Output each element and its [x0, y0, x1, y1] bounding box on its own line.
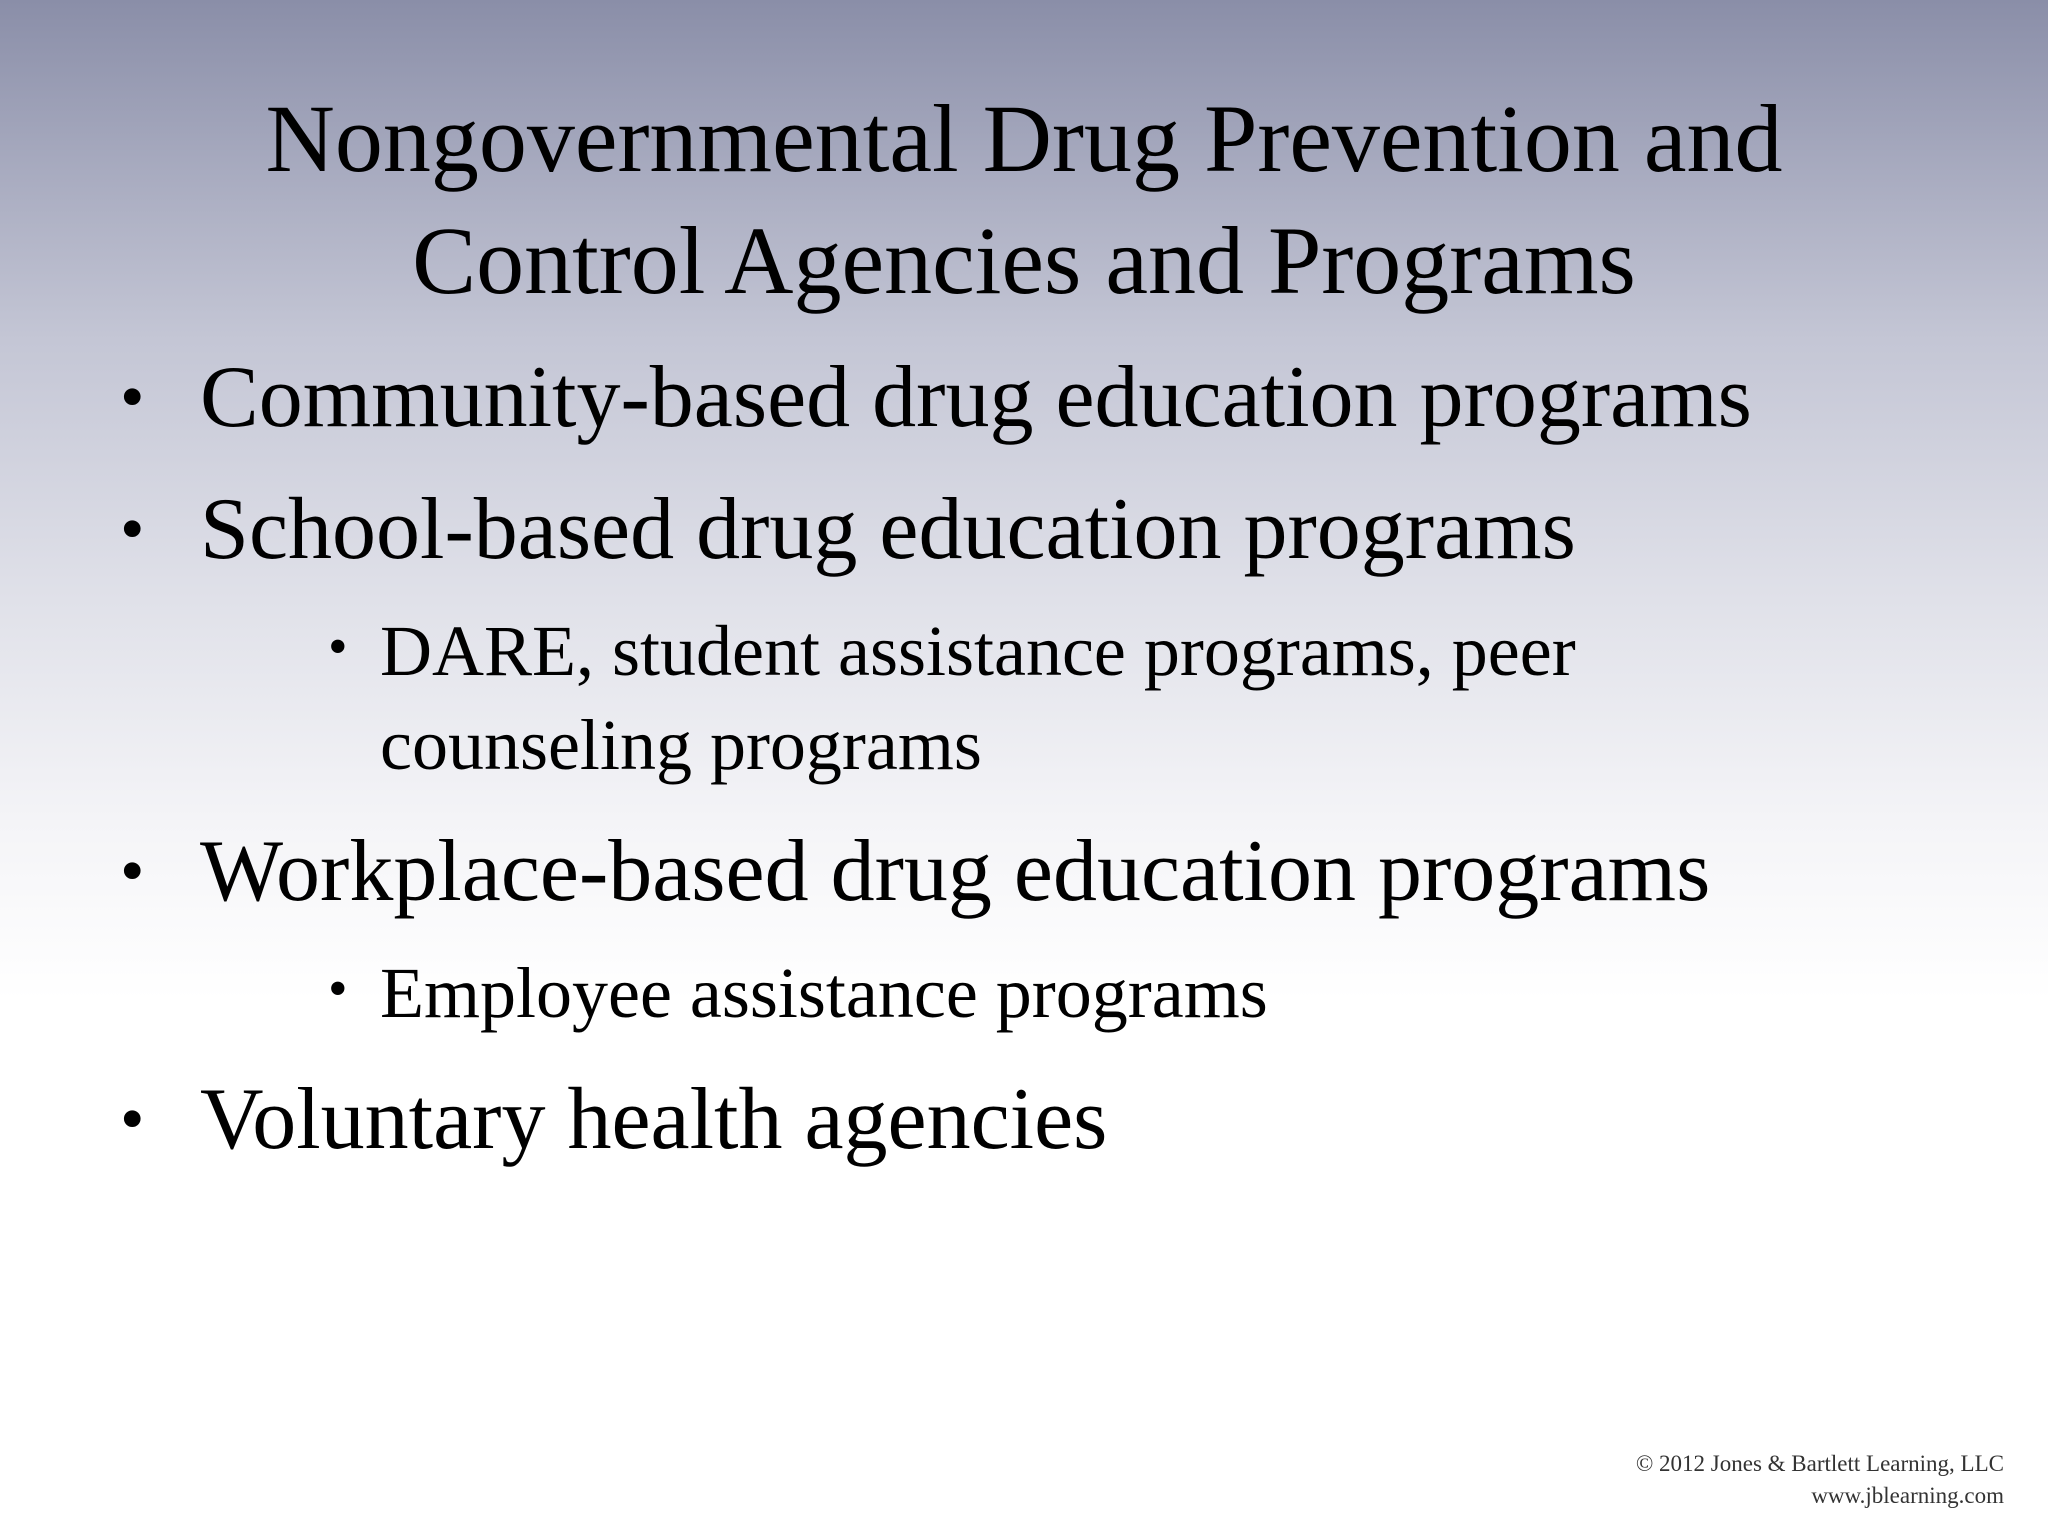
- sub-bullet-item-dare: [328, 604, 1576, 792]
- copyright-notice: [1636, 1448, 2004, 1512]
- bullet-dot-icon: •: [120, 1081, 145, 1158]
- sub-bullet-text: Employee assistance programs: [380, 953, 1268, 1033]
- sub-bullet-text-line-2: counseling programs: [380, 705, 982, 785]
- slide-title-line-1: Nongovernmental Drug Prevention and: [265, 85, 1783, 192]
- bullet-item-school: [120, 480, 1576, 580]
- copyright-text: © 2012 Jones & Bartlett Learning, LLC: [1635, 1451, 2004, 1476]
- sub-bullet-dot-icon: •: [328, 958, 348, 1020]
- sub-bullet-dot-icon: •: [328, 616, 348, 678]
- website-text: www.jblearning.com: [1811, 1483, 2004, 1508]
- bullet-text: Community-based drug education programs: [200, 349, 1752, 446]
- sub-bullet-item-employee: [328, 946, 1268, 1040]
- bullet-dot-icon: •: [120, 833, 145, 910]
- bullet-text: Workplace-based drug education programs: [200, 823, 1711, 920]
- slide-title-line-2: Control Agencies and Programs: [412, 207, 1636, 314]
- bullet-text: School-based drug education programs: [200, 481, 1576, 578]
- bullet-text: Voluntary health agencies: [200, 1071, 1108, 1168]
- bullet-item-community: [120, 348, 1752, 448]
- bullet-dot-icon: •: [120, 491, 145, 568]
- sub-bullet-text-line-1: DARE, student assistance programs, peer: [380, 611, 1576, 691]
- bullet-item-workplace: [120, 822, 1711, 922]
- bullet-dot-icon: •: [120, 359, 145, 436]
- bullet-item-voluntary: [120, 1070, 1108, 1170]
